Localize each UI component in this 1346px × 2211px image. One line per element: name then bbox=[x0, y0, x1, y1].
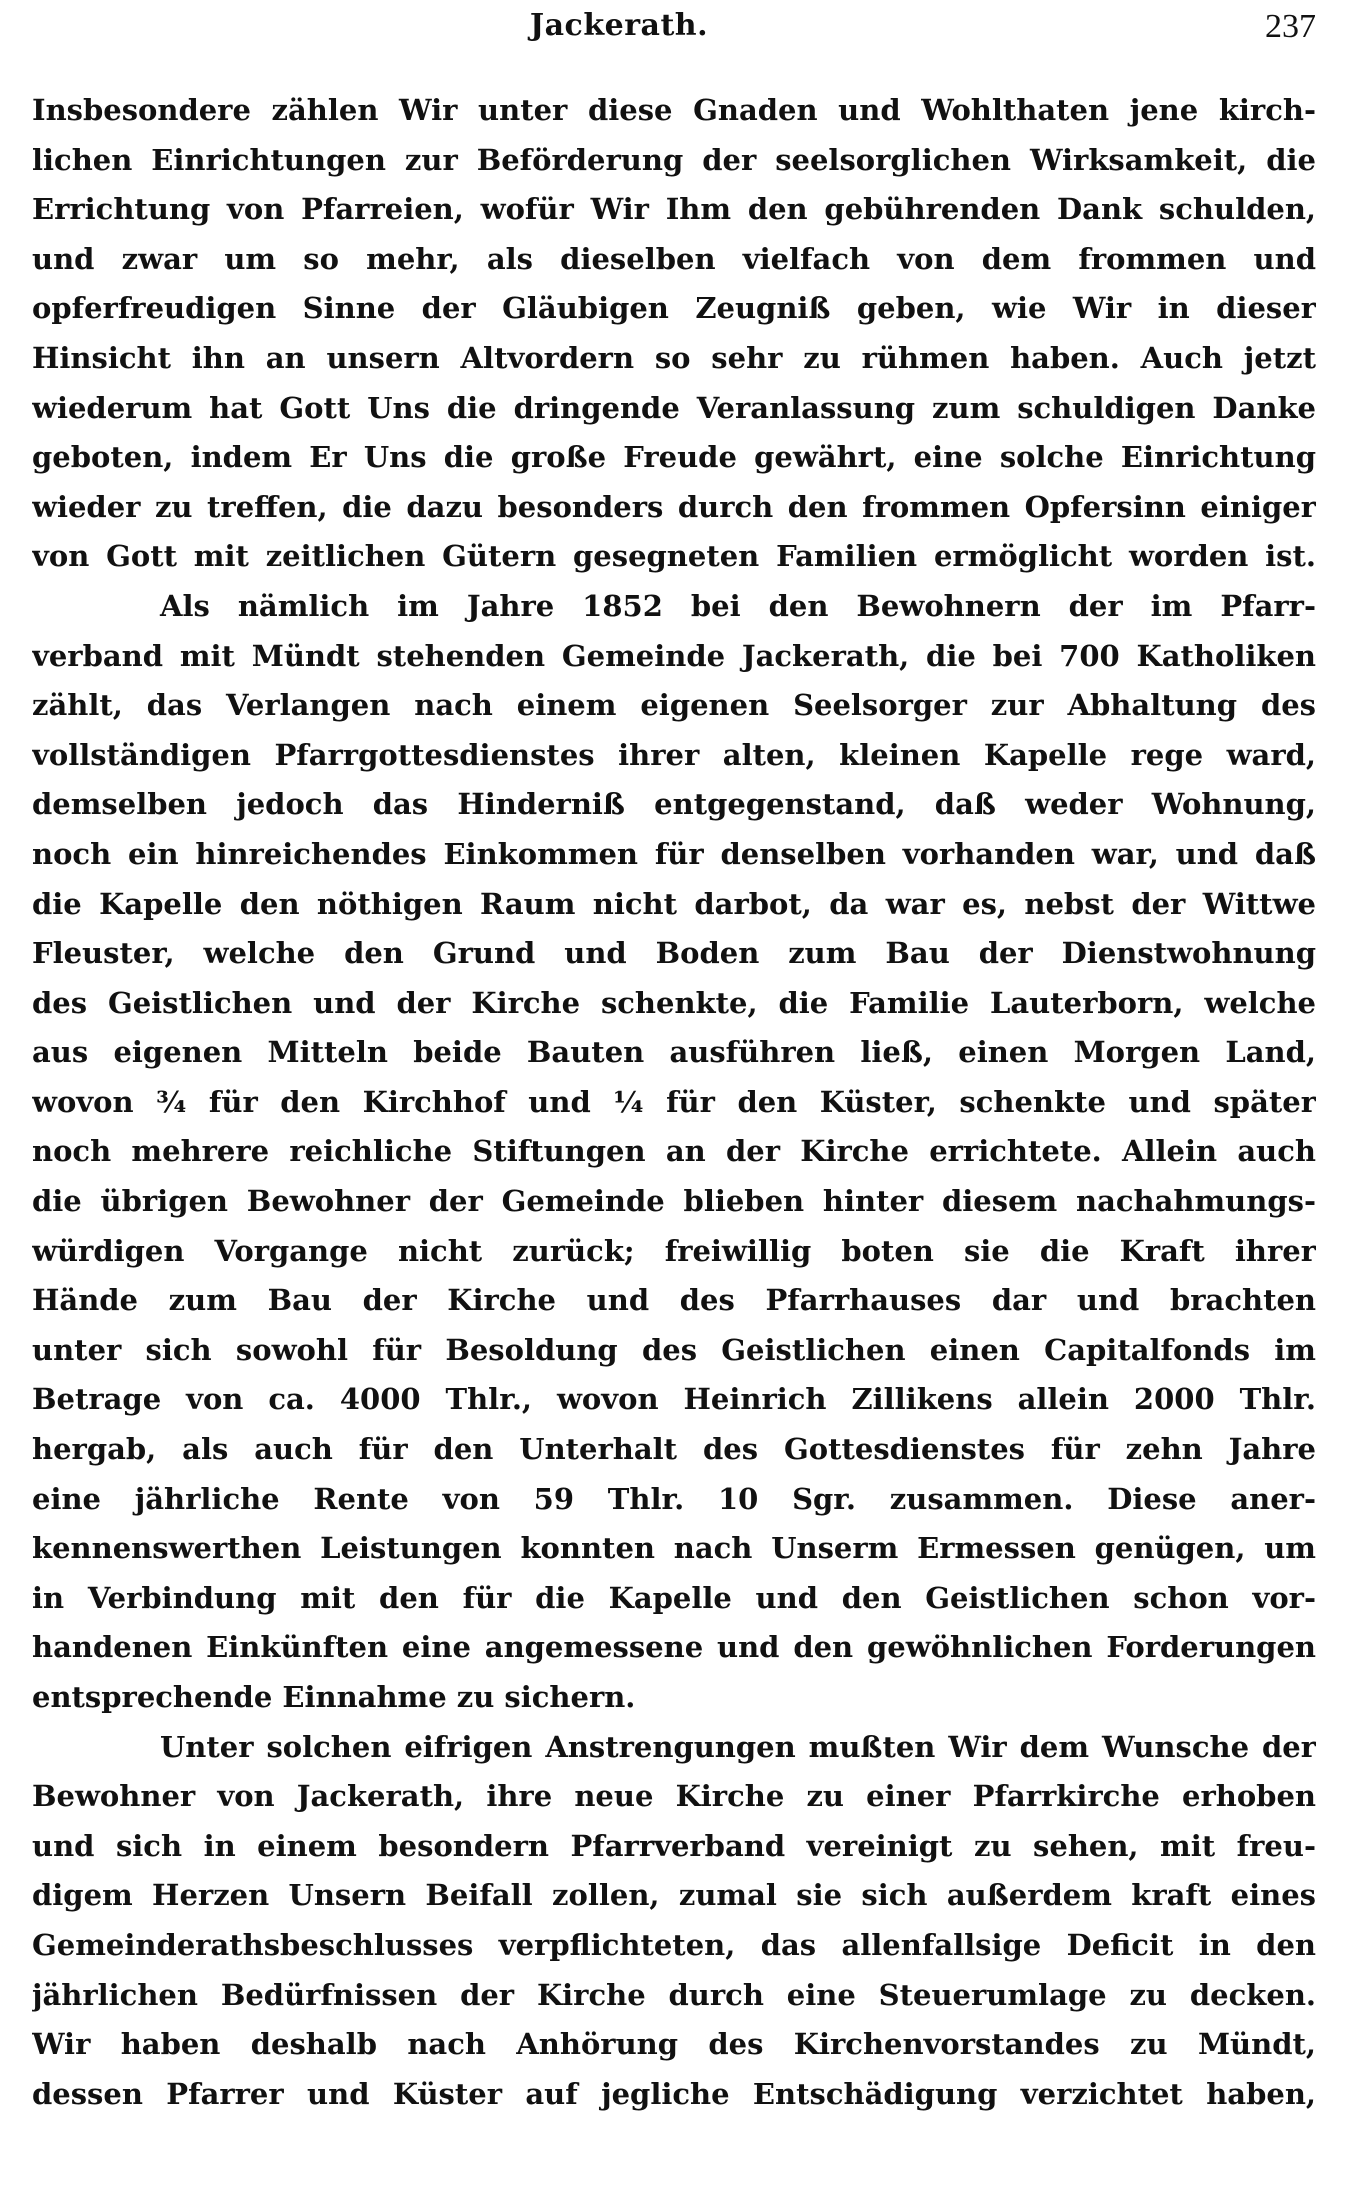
text-line: eine jährliche Rente von 59 Thlr. 10 Sgr. zusammen. Diese aner- bbox=[32, 1481, 1316, 1516]
text-line: digem Herzen Unsern Beifall zollen, zumal sie sich außerdem kraft eines bbox=[32, 1878, 1316, 1913]
text-line: dessen Pfarrer und Küster auf jegliche Entschädigung verzichtet haben, bbox=[32, 2076, 1316, 2111]
text-line: Als nämlich im Jahre 1852 bei den Bewohnern der im Pfarr- bbox=[160, 588, 1316, 623]
text-line: verband mit Mündt stehenden Gemeinde Jackerath, die bei 700 Katholiken bbox=[32, 638, 1316, 673]
text-line: noch ein hinreichendes Einkommen für denselben vorhanden war, und daß bbox=[32, 836, 1316, 871]
paragraph-3 bbox=[32, 1723, 1316, 2120]
text-line: Betrage von ca. 4000 Thlr., wovon Heinrich Zillikens allein 2000 Thlr. bbox=[32, 1382, 1316, 1417]
paragraph-1 bbox=[32, 86, 1316, 582]
text-line: lichen Einrichtungen zur Beförderung der seelsorglichen Wirksamkeit, die bbox=[32, 142, 1316, 177]
text-line: die Kapelle den nöthigen Raum nicht darbot, da war es, nebst der Wittwe bbox=[32, 886, 1316, 921]
text-line: aus eigenen Mitteln beide Bauten ausführen ließ, einen Morgen Land, bbox=[32, 1035, 1316, 1070]
text-line: wieder zu treffen, die dazu besonders durch den frommen Opfersinn einiger bbox=[32, 489, 1316, 524]
text-line: und zwar um so mehr, als dieselben vielfach von dem frommen und bbox=[32, 241, 1316, 276]
body-text bbox=[32, 86, 1316, 2119]
text-line: kennenswerthen Leistungen konnten nach Unserm Ermessen genügen, um bbox=[32, 1531, 1316, 1566]
text-line: Hinsicht ihn an unsern Altvordern so sehr zu rühmen haben. Auch jetzt bbox=[32, 340, 1316, 375]
text-line: Hände zum Bau der Kirche und des Pfarrhauses dar und brachten bbox=[32, 1283, 1316, 1318]
text-line: jährlichen Bedürfnissen der Kirche durch eine Steuerumlage zu decken. bbox=[32, 1977, 1316, 2012]
text-line: hergab, als auch für den Unterhalt des Gottesdienstes für zehn Jahre bbox=[32, 1432, 1316, 1467]
text-line: vollständigen Pfarrgottesdienstes ihrer alten, kleinen Kapelle rege ward, bbox=[32, 737, 1316, 772]
text-line: würdigen Vorgange nicht zurück; freiwillig boten sie die Kraft ihrer bbox=[32, 1233, 1316, 1268]
text-line: Errichtung von Pfarreien, wofür Wir Ihm den gebührenden Dank schulden, bbox=[32, 192, 1316, 227]
text-line: noch mehrere reichliche Stiftungen an der Kirche errichtete. Allein auch bbox=[32, 1134, 1316, 1169]
running-head bbox=[32, 8, 1316, 58]
page-number: 237 bbox=[1265, 8, 1316, 45]
text-line: wiederum hat Gott Uns die dringende Veranlassung zum schuldigen Danke bbox=[32, 390, 1316, 425]
text-line: demselben jedoch das Hinderniß entgegenstand, daß weder Wohnung, bbox=[32, 787, 1316, 822]
text-line: in Verbindung mit den für die Kapelle und den Geistlichen schon vor- bbox=[32, 1580, 1316, 1615]
text-line: des Geistlichen und der Kirche schenkte, die Familie Lauterborn, welche bbox=[32, 985, 1316, 1020]
paragraph-2 bbox=[32, 582, 1316, 1723]
text-line: die übrigen Bewohner der Gemeinde blieben hinter diesem nachahmungs- bbox=[32, 1184, 1316, 1219]
text-line: Fleuster, welche den Grund und Boden zum Bau der Dienstwohnung bbox=[32, 936, 1316, 971]
text-line: Bewohner von Jackerath, ihre neue Kirche zu einer Pfarrkirche erhoben bbox=[32, 1779, 1316, 1814]
text-line: Unter solchen eifrigen Anstrengungen mußten Wir dem Wunsche der bbox=[160, 1729, 1316, 1764]
text-line: wovon ¾ für den Kirchhof und ¼ für den Küster, schenkte und später bbox=[32, 1084, 1316, 1119]
text-line: handenen Einkünften eine angemessene und den gewöhnlichen Forderungen bbox=[32, 1630, 1316, 1665]
text-line: geboten, indem Er Uns die große Freude gewährt, eine solche Einrichtung bbox=[32, 440, 1316, 475]
text-line: entsprechende Einnahme zu sichern. bbox=[32, 1680, 636, 1714]
text-line: und sich in einem besondern Pfarrverband vereinigt zu sehen, mit freu- bbox=[32, 1828, 1316, 1863]
text-line: opferfreudigen Sinne der Gläubigen Zeugniß geben, wie Wir in dieser bbox=[32, 291, 1316, 326]
text-line: von Gott mit zeitlichen Gütern gesegneten Familien ermöglicht worden ist. bbox=[32, 539, 1316, 574]
text-line: Insbesondere zählen Wir unter diese Gnaden und Wohlthaten jene kirch- bbox=[32, 93, 1316, 127]
text-line: Wir haben deshalb nach Anhörung des Kirchenvorstandes zu Mündt, bbox=[32, 2027, 1316, 2062]
running-head-title: Jackerath. bbox=[529, 8, 709, 43]
text-line: unter sich sowohl für Besoldung des Geistlichen einen Capitalfonds im bbox=[32, 1332, 1316, 1367]
text-line: zählt, das Verlangen nach einem eigenen Seelsorger zur Abhaltung des bbox=[32, 688, 1316, 723]
text-line: Gemeinderathsbeschlusses verpflichteten, das allenfallsige Deficit in den bbox=[32, 1927, 1316, 1962]
